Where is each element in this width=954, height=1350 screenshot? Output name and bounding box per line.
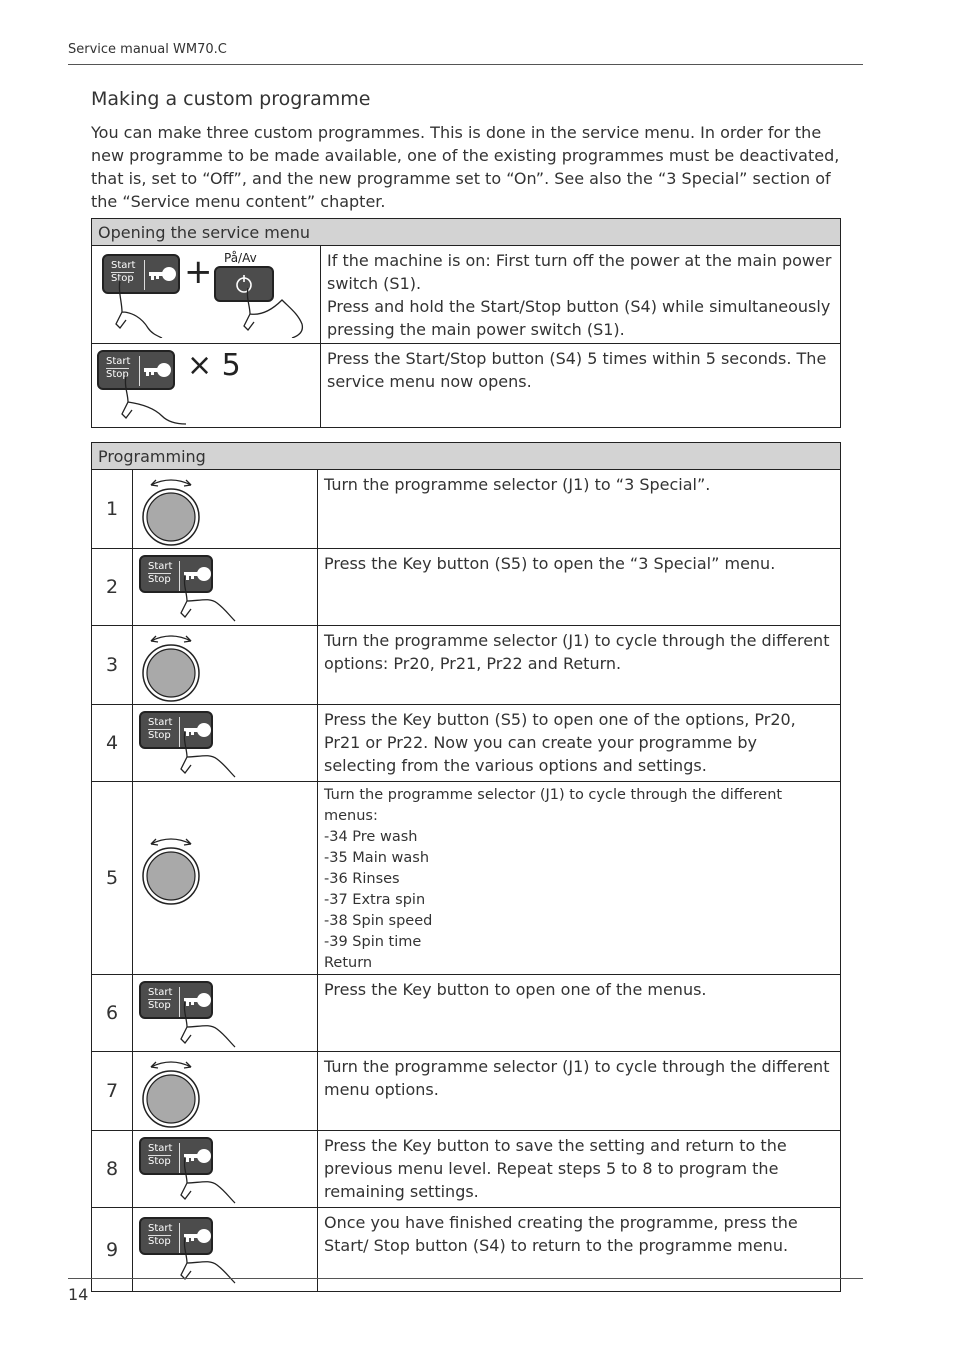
- plus-sign: +: [184, 252, 213, 292]
- power-label: På/Av: [224, 251, 257, 265]
- step-instruction: Press the Key button (S5) to open the “3 Special” menu.: [324, 554, 776, 573]
- step-instruction: Turn the programme selector (J1) to cycle through the different options: Pr20, Pr21, Pr22 and Return.: [324, 631, 830, 673]
- service-row-1-illustration: [92, 246, 321, 344]
- hand-icon: [173, 729, 239, 779]
- step-number: 6: [92, 975, 133, 1052]
- menu-list-item: -35 Main wash: [324, 850, 430, 866]
- footer-rule: [68, 1278, 863, 1279]
- service-table-heading: Opening the service menu: [92, 219, 841, 246]
- start-label: Start: [148, 716, 173, 728]
- step-number: 1: [92, 470, 133, 549]
- step-number: 2: [92, 549, 133, 626]
- stop-label: Stop: [148, 729, 171, 741]
- programming-step-row: [92, 1131, 841, 1208]
- step-illustration: [133, 549, 318, 626]
- stop-label: Stop: [148, 573, 171, 585]
- programme-selector-knob-icon: [139, 832, 203, 906]
- programme-selector-knob-icon: [139, 473, 203, 547]
- stop-label: Stop: [111, 273, 134, 284]
- step-text: [318, 549, 841, 626]
- times-five-label: × 5: [187, 348, 241, 383]
- hand-icon: [173, 1155, 239, 1205]
- start-label: Start: [148, 1223, 173, 1234]
- hand-icon: [242, 286, 312, 338]
- step-number: 4: [92, 705, 133, 782]
- programming-step-row: [92, 470, 841, 549]
- hand-icon: [112, 278, 172, 338]
- start-label: Start: [148, 560, 173, 572]
- programming-table-heading: Programming: [92, 443, 841, 470]
- step-text: [318, 975, 841, 1052]
- step-illustration: [133, 1052, 318, 1131]
- step-illustration: [133, 975, 318, 1052]
- step-number: 7: [92, 1052, 133, 1131]
- step-instruction: Turn the programme selector (J1) to cycle through the different menus:: [324, 787, 783, 824]
- programming-step-row: [92, 626, 841, 705]
- step-text: [318, 782, 841, 975]
- step-number: 5: [92, 782, 133, 975]
- menu-list-item: -37 Extra spin: [324, 892, 426, 908]
- step-text: [318, 705, 841, 782]
- hand-icon: [173, 999, 239, 1049]
- menu-list-item: -34 Pre wash: [324, 829, 418, 845]
- service-row-2-line-1: Press the Start/Stop button (S4) 5 times within 5 seconds. The service menu now opens.: [327, 349, 827, 391]
- start-label: Start: [148, 1142, 173, 1154]
- programming-table: [91, 442, 841, 1292]
- section-title: Making a custom programme: [91, 88, 371, 110]
- intro-paragraph: You can make three custom programmes. This is done in the service menu. In order for the new programme to be made available, one of the existing programmes must be deactivated, that is, set to “Off”, and the new programme set to “On”. See also the “3 Special” section of the “Service menu content” chapter.: [91, 123, 840, 211]
- stop-label: Stop: [106, 369, 129, 380]
- step-illustration: [133, 782, 318, 975]
- step-number: 3: [92, 626, 133, 705]
- programming-step-row: [92, 705, 841, 782]
- service-row-1-line-2: Press and hold the Start/Stop button (S4) while simultaneously pressing the main power switch (S1).: [327, 297, 831, 339]
- start-label: Start: [148, 986, 173, 998]
- programming-step-row: [92, 975, 841, 1052]
- step-number: 8: [92, 1131, 133, 1208]
- start-label: Start: [111, 260, 136, 271]
- stop-label: Stop: [148, 1155, 171, 1167]
- step-illustration: [133, 626, 318, 705]
- stop-label: Stop: [148, 1236, 171, 1247]
- step-instruction: Press the Key button to save the setting and return to the previous menu level. Repeat steps 5 to 8 to program the remaining settings.: [324, 1136, 787, 1201]
- running-header: Service manual WM70.C: [68, 42, 227, 57]
- step-illustration: [133, 1131, 318, 1208]
- step-instruction: Press the Key button to open one of the menus.: [324, 980, 707, 999]
- menu-list-item: -38 Spin speed: [324, 913, 433, 929]
- hand-icon: [173, 573, 239, 623]
- step-text: [318, 1131, 841, 1208]
- programme-selector-knob-icon: [139, 1055, 203, 1129]
- service-row-2-text: [321, 344, 841, 428]
- step-instruction: Turn the programme selector (J1) to “3 Special”.: [324, 475, 711, 494]
- step-instruction: Press the Key button (S5) to open one of the options, Pr20, Pr21 or Pr22. Now you can create your programme by selecting from the various options and settings.: [324, 710, 796, 775]
- programming-step-row: [92, 782, 841, 975]
- stop-label: Stop: [148, 999, 171, 1011]
- step-illustration: [133, 470, 318, 549]
- hand-icon: [118, 374, 194, 426]
- step-text: [318, 1052, 841, 1131]
- step-text: [318, 470, 841, 549]
- header-rule: [68, 64, 863, 65]
- programming-step-row: [92, 549, 841, 626]
- service-row-2-illustration: [92, 344, 321, 428]
- menu-list-item: -36 Rinses: [324, 871, 400, 887]
- service-row-1-line-1: If the machine is on: First turn off the power at the main power switch (S1).: [327, 251, 832, 293]
- programme-selector-knob-icon: [139, 629, 203, 703]
- service-menu-table: [91, 218, 841, 428]
- step-number: 9: [92, 1208, 133, 1292]
- menu-list-item: -39 Spin time: [324, 934, 422, 950]
- programming-step-row: [92, 1052, 841, 1131]
- menu-list-item: Return: [324, 955, 373, 971]
- step-instruction: Once you have finished creating the programme, press the Start/ Stop button (S4) to return to the programme menu.: [324, 1213, 798, 1255]
- service-row-1-text: [321, 246, 841, 344]
- start-label: Start: [106, 356, 131, 367]
- step-instruction: Turn the programme selector (J1) to cycle through the different menu options.: [324, 1057, 830, 1099]
- page-number: 14: [68, 1285, 89, 1304]
- step-text: [318, 626, 841, 705]
- step-illustration: [133, 705, 318, 782]
